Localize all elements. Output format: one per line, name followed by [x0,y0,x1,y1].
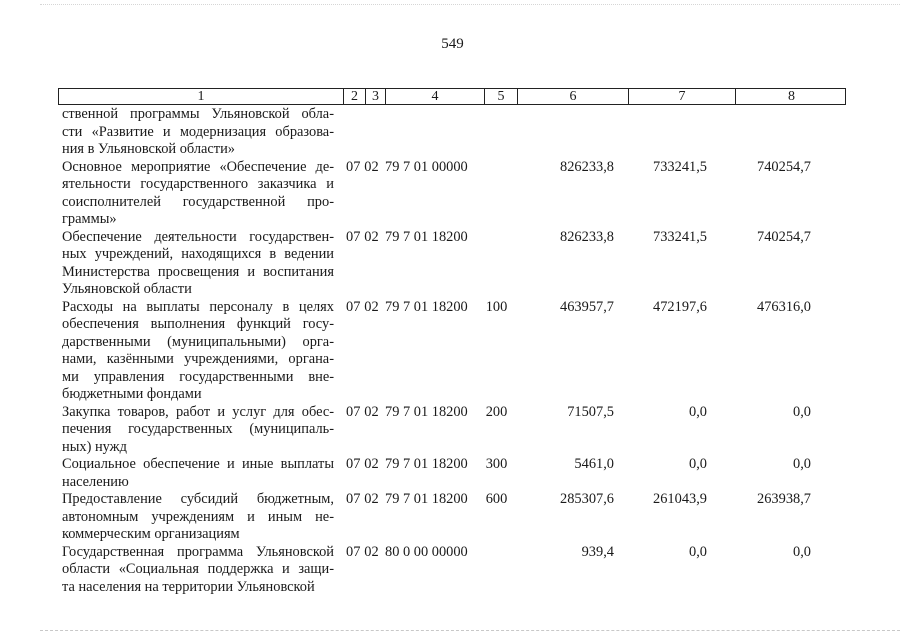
row-name-line: ми управления государственными вне- [62,368,334,385]
subsection-code-cell: 02 [364,456,379,472]
row-name-line: Закупка товаров, работ и услуг для обес- [62,403,334,420]
table-row [62,491,852,544]
row-name-line: Ульяновской области [62,281,192,297]
expense-type-cell: 600 [485,491,508,507]
row-name-line: граммы» [62,211,117,227]
table-row [62,106,852,159]
row-name-line: Государственная программа Ульяновской [62,543,334,560]
expense-type-cell [479,159,514,229]
amount-col8-cell [725,106,837,159]
row-name-line: ния в Ульяновской области» [62,141,235,157]
amount-col6-cell: 71507,5 [567,403,614,420]
row-name-line: нами, казёнными учреждениями, органа- [62,351,334,367]
row-name-line: Обеспечение деятельности государствен- [62,228,334,245]
section-code-cell: 07 [346,456,361,472]
section-code-cell [334,106,360,159]
target-article-cell: 80 0 00 00000 [385,543,468,560]
target-article-cell: 79 7 01 00000 [385,158,468,175]
subsection-code-cell [360,106,383,159]
subsection-code-cell: 02 [364,403,379,420]
row-name-line: Социальное обеспечение и иные выплаты [62,456,334,472]
target-article-cell: 79 7 01 18200 [385,228,468,245]
table-row [62,159,852,229]
row-name-line: соисполнителей государственной про- [62,193,334,210]
row-name-line: печения государственных (муниципаль- [62,421,334,437]
row-name-line: Министерства просвещения и воспитания [62,263,334,280]
amount-col8-cell: 263938,7 [757,491,811,507]
amount-col7-cell: 261043,9 [653,491,707,507]
expense-type-cell [479,106,514,159]
expense-type-cell [479,229,514,299]
table-body [62,106,852,596]
section-code-cell: 07 [346,543,361,560]
row-name-line: ных) нужд [62,438,127,455]
row-name-line: та населения на территории Ульяновской [62,578,315,595]
amount-col7-cell: 733241,5 [653,228,707,245]
column-header-8: 8 [735,89,847,104]
section-code-cell: 07 [346,403,361,420]
table-row [62,404,852,457]
section-code-cell: 07 [346,158,361,175]
column-header-1: 1 [197,89,205,104]
row-name-cell [62,456,334,491]
subsection-code-cell: 02 [364,228,379,245]
amount-col7-cell: 733241,5 [653,158,707,175]
target-article-cell: 79 7 01 18200 [385,298,468,315]
column-header-4: 4 [385,89,484,104]
subsection-code-cell: 02 [364,491,379,507]
subsection-code-cell: 02 [364,298,379,315]
amount-col7-cell [614,106,725,159]
row-name-line: ятельности государственного заказчика и [62,176,334,192]
row-name-cell [62,491,334,544]
row-name-line: Основное мероприятие «Обеспечение де- [62,158,334,175]
row-name-line: ных учреждений, находящихся в ведении [62,246,334,262]
expense-type-cell [479,544,514,597]
page-number: 549 [441,36,464,52]
amount-col7-cell: 472197,6 [653,298,707,315]
row-name-line: коммерческим организациям [62,526,240,542]
subsection-code-cell: 02 [364,158,379,175]
row-name-line: ственной программы Ульяновской обла- [62,106,334,122]
amount-col6-cell: 826233,8 [560,158,614,175]
amount-col8-cell: 476316,0 [757,298,811,315]
section-code-cell: 07 [346,298,361,315]
row-name-cell [62,544,334,597]
scan-bottom-edge [40,630,900,631]
row-name-line: Предоставление субсидий бюджетным, [62,491,334,507]
row-name-cell [62,159,334,229]
row-name-line: автономным учреждениям и иным не- [62,508,334,525]
amount-col8-cell: 0,0 [793,456,811,472]
row-name-line: области «Социальная поддержка и защи- [62,561,334,577]
row-name-cell [62,229,334,299]
row-name-line: обеспечения выполнения функций госу- [62,316,334,332]
section-code-cell: 07 [346,491,361,507]
table-row [62,299,852,404]
row-name-line: населению [62,473,129,490]
row-name-cell [62,106,334,159]
table-row [62,229,852,299]
amount-col8-cell: 0,0 [793,543,811,560]
subsection-code-cell: 02 [364,543,379,560]
scan-top-edge [40,4,900,5]
amount-col6-cell: 463957,7 [560,298,614,315]
row-name-line: сти «Развитие и модернизация образова- [62,123,334,140]
amount-col8-cell: 740254,7 [757,158,811,175]
expense-type-cell: 200 [485,403,508,420]
column-header-6: 6 [517,89,628,104]
row-name-cell [62,404,334,457]
amount-col7-cell: 0,0 [689,543,707,560]
amount-col8-cell: 740254,7 [757,228,811,245]
expense-type-cell: 300 [485,456,508,472]
amount-col6-cell: 826233,8 [560,228,614,245]
amount-col6-cell: 285307,6 [560,491,614,507]
target-article-cell: 79 7 01 18200 [385,491,468,507]
amount-col6-cell: 5461,0 [574,456,614,472]
amount-col6-cell: 939,4 [581,543,614,560]
expense-type-cell: 100 [485,298,508,315]
table-header-row [58,88,846,105]
column-header-7: 7 [628,89,735,104]
table-row [62,456,852,491]
amount-col7-cell: 0,0 [689,403,707,420]
table-row [62,544,852,597]
target-article-cell: 79 7 01 18200 [385,403,468,420]
target-article-cell [383,106,479,159]
amount-col6-cell [514,106,614,159]
column-header-5: 5 [484,89,517,104]
amount-col7-cell: 0,0 [689,456,707,472]
target-article-cell: 79 7 01 18200 [385,456,468,472]
column-header-2: 2 [343,89,365,104]
column-header-3: 3 [365,89,385,104]
row-name-cell [62,299,334,404]
row-name-line: бюджетными фондами [62,386,202,402]
amount-col8-cell: 0,0 [793,403,811,420]
section-code-cell: 07 [346,228,361,245]
row-name-line: Расходы на выплаты персоналу в целях [62,298,334,315]
row-name-line: дарственными (муниципальными) орга- [62,333,334,350]
